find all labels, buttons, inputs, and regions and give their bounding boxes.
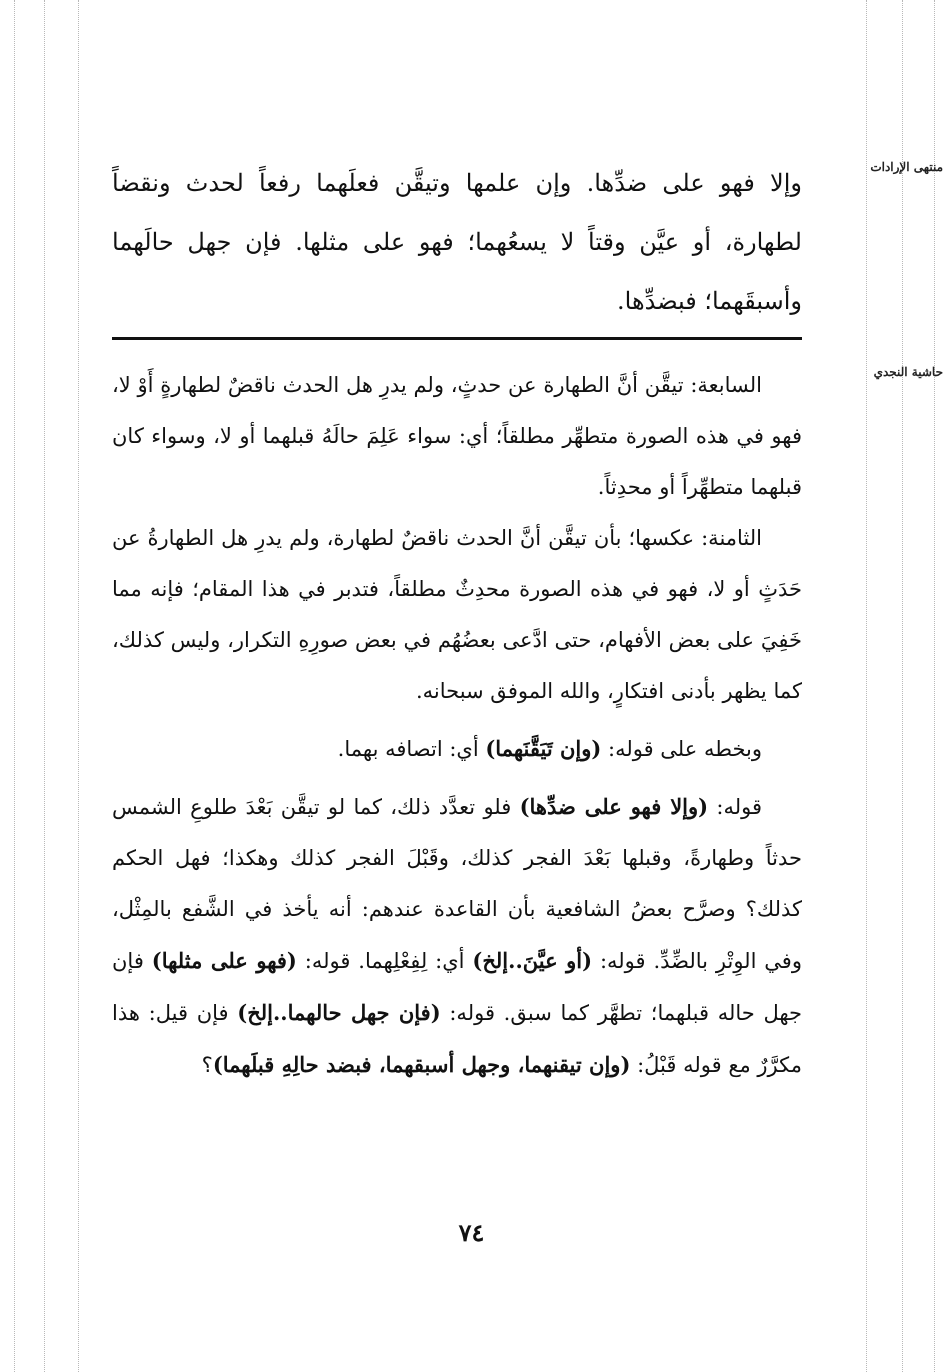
- text-segment: فلو تعدَّد ذلك، كما لو تيقَّن بَعْدَ طلوعِ الشمس حدثاً وطهارةً، وقبلها بَعْدَ الفجر كذلك، وقَبْلَ الفجر كذلك وهكذا؛ فهل الحكم كذلك؟ وصرَّح بعضُ الشافعية بأن القاعدة عندهم: أنه يأخذ في الشَّفع بالمِثْل، وفي الوِتْرِ بالضِّدِّ. قوله:: [112, 795, 802, 973]
- text-segment: وبخطه على قوله:: [601, 737, 762, 761]
- hashiya-paragraph-4: [112, 781, 802, 1091]
- grid-line: [934, 0, 935, 1372]
- section-divider: [112, 337, 802, 340]
- grid-line: [78, 0, 79, 1372]
- quoted-phrase: (فإن جهل حالهما..إلخ): [237, 1000, 441, 1025]
- quoted-phrase: (وإلا فهو على ضدِّها): [519, 794, 709, 819]
- text-segment: فإن قيل: هذا مكرَّرٌ مع قوله قَبْلُ:: [112, 1001, 802, 1077]
- text-segment: قوله:: [708, 795, 762, 819]
- text-segment: أي: لِفِعْلِهما. قوله:: [296, 949, 473, 973]
- grid-line: [44, 0, 45, 1372]
- text-segment: ؟: [201, 1053, 213, 1077]
- matn-paragraph: وإلا فهو على ضدِّها. وإن علمها وتيقَّن فعلَهما رفعاً لحدث ونقضاً لطهارة، أو عيَّن وقتاً لا يسعُهما؛ فهو على مثلها. فإن جهل حالَهما وأسبقَهما؛ فبضدِّها.: [112, 169, 802, 315]
- quoted-phrase: (وإن تَيَقَّنَهما): [485, 736, 602, 761]
- quoted-phrase: (أو عيَّنَ..إلخ): [472, 948, 593, 973]
- grid-line: [902, 0, 903, 1372]
- page-number: ٧٤: [458, 1218, 485, 1247]
- hashiya-paragraph-1: السابعة: تيقَّن أنَّ الطهارة عن حدثٍ، ولم يدرِ هل الحدث ناقضٌ لطهارةٍ أَوْ لا، فهو في هذه الصورة متطهِّر مطلقاً؛ أي: سواء عَلِمَ حالَهُ قبلهما أو لا، وسواء كان قبلهما متطهِّراً أو محدِثاً.: [112, 373, 802, 499]
- hashiya-paragraph-3: [112, 723, 802, 775]
- quoted-phrase: (فهو على مثلها): [151, 948, 297, 973]
- hashiya-header-label: حاشية النجدي: [873, 365, 943, 379]
- text-segment: أي: اتصافه بهما.: [337, 737, 486, 761]
- hashiya-text-block: [112, 360, 802, 1091]
- grid-line: [14, 0, 15, 1372]
- quoted-phrase: (وإن تيقنهما، وجهل أسبقهما، فبضد حالِهِ قبلَهما): [212, 1052, 631, 1077]
- text-segment: فإن جهل حاله قبلهما؛ تطهَّر كما سبق. قوله:: [112, 949, 803, 1025]
- hashiya-paragraph-2: الثامنة: عكسها؛ بأن تيقَّن أنَّ الحدث ناقضٌ لطهارة، ولم يدرِ هل الطهارةُ عن حَدَثٍ أو لا، فهو في هذه الصورة محدِثٌ مطلقاً، فتدبر في هذا المقام؛ فإنه مما خَفِيَ على بعض الأفهام، حتى ادَّعى بعضُهُم في بعض صورِهِ التكرار، وليس كذلك، كما يظهر بأدنى افتكارٍ، والله الموفق سبحانه.: [112, 526, 802, 703]
- grid-line: [866, 0, 867, 1372]
- matn-text-block: [112, 154, 802, 331]
- matn-header-label: منتهى الإرادات: [870, 160, 943, 174]
